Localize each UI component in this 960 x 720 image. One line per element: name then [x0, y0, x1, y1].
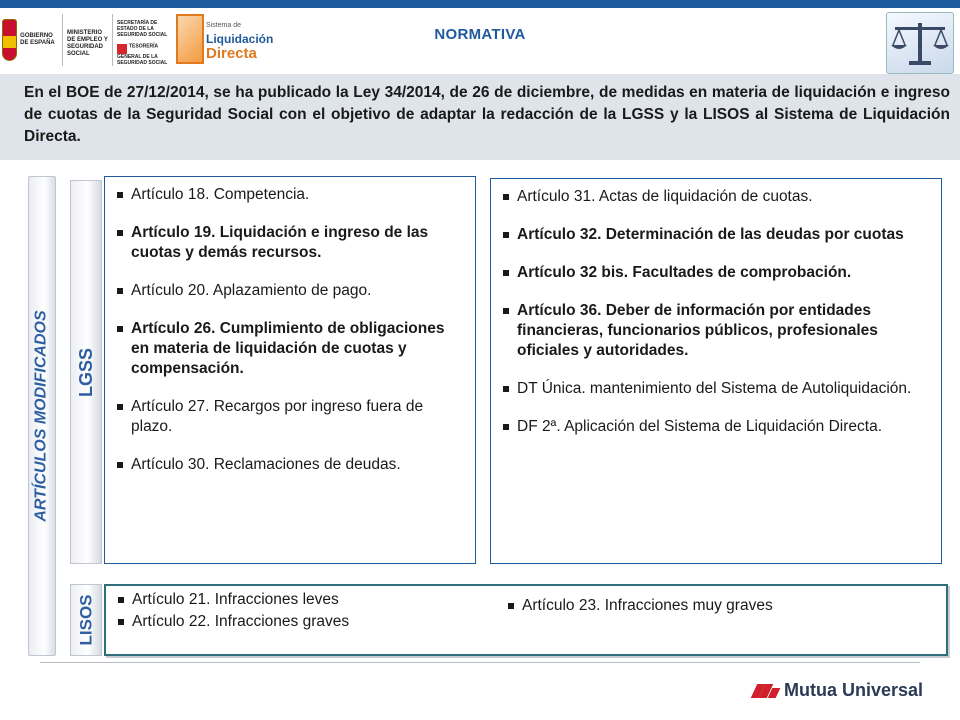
- lgss-label: LGSS: [75, 347, 96, 397]
- page-title: NORMATIVA: [434, 26, 526, 43]
- lgss-right-panel: [490, 178, 942, 564]
- list-item: Artículo 23. Infracciones muy graves: [496, 596, 936, 616]
- sld-small-text: Sistema de: [206, 22, 242, 29]
- intro-paragraph: En el BOE de 27/12/2014, se ha publicado la Ley 34/2014, de 26 de diciembre, de medidas en materia de liquidación e ingreso de cuotas de la Seguridad Social con el objetivo de adaptar la redacción de la LGSS y la LISOS al Sistema de Liquidación Directa.: [0, 74, 960, 160]
- sld-big2-text: Directa: [206, 45, 257, 62]
- list-item: Artículo 36. Deber de información por entidades financieras, funcionarios públicos, profesionales oficiales y autoridades.: [491, 301, 935, 361]
- list-item: Artículo 27. Recargos por ingreso fuera de plazo.: [105, 397, 465, 437]
- list-item: DT Única. mantenimiento del Sistema de Autoliquidación.: [491, 379, 935, 399]
- articulos-modificados-label: ARTÍCULOS MODIFICADOS: [33, 310, 51, 522]
- balance-scale-icon: [886, 12, 954, 74]
- lisos-bar: [70, 584, 102, 656]
- list-item: DF 2ª. Aplicación del Sistema de Liquidación Directa.: [491, 417, 935, 437]
- list-item: Artículo 32 bis. Facultades de comprobación.: [491, 263, 935, 283]
- logo-secretaria-text: SECRETARÍA DE ESTADO DE LA SEGURIDAD SOCIAL: [117, 20, 168, 38]
- list-item: Artículo 18. Competencia.: [105, 185, 465, 205]
- footer-brand: [752, 676, 952, 704]
- articulos-modificados-label-wrap: [28, 176, 56, 656]
- lisos-right-list: [496, 596, 936, 616]
- list-item: Artículo 32. Determinación de las deudas por cuotas: [491, 225, 935, 245]
- logo-tesoreria-text: TESORERÍA GENERAL DE LA SEGURIDAD SOCIAL: [117, 43, 168, 66]
- list-item: Artículo 31. Actas de liquidación de cuotas.: [491, 187, 935, 207]
- lgss-bar: [70, 180, 102, 564]
- brand-name: Mutua Universal: [784, 679, 924, 700]
- logo-ministerio: MINISTERIO DE EMPLEO Y SEGURIDAD SOCIAL: [62, 14, 110, 66]
- tgss-icon: [117, 44, 127, 54]
- list-item: Artículo 20. Aplazamiento de pago.: [105, 281, 465, 301]
- lisos-label: LISOS: [76, 594, 96, 646]
- footer-divider: [40, 662, 920, 663]
- lisos-panel: [104, 584, 948, 656]
- sld-big1-text: Liquidación: [206, 32, 274, 46]
- list-item: Artículo 21. Infracciones leves: [106, 590, 486, 610]
- lisos-left-list: [106, 590, 486, 634]
- lgss-left-list: [105, 177, 475, 475]
- lgss-right-list: [491, 179, 941, 437]
- logo-gobierno-text: GOBIERNO DE ESPAÑA: [20, 33, 55, 46]
- list-item: Artículo 22. Infracciones graves: [106, 612, 486, 632]
- list-item: Artículo 26. Cumplimiento de obligaciones en materia de liquidación de cuotas y compensación.: [105, 319, 465, 379]
- mutua-universal-logo-icon: [752, 680, 778, 700]
- list-item: Artículo 19. Liquidación e ingreso de las cuotas y demás recursos.: [105, 223, 465, 263]
- list-item: Artículo 30. Reclamaciones de deudas.: [105, 455, 465, 475]
- lgss-left-panel: [104, 176, 476, 564]
- top-accent-bar: [0, 0, 960, 8]
